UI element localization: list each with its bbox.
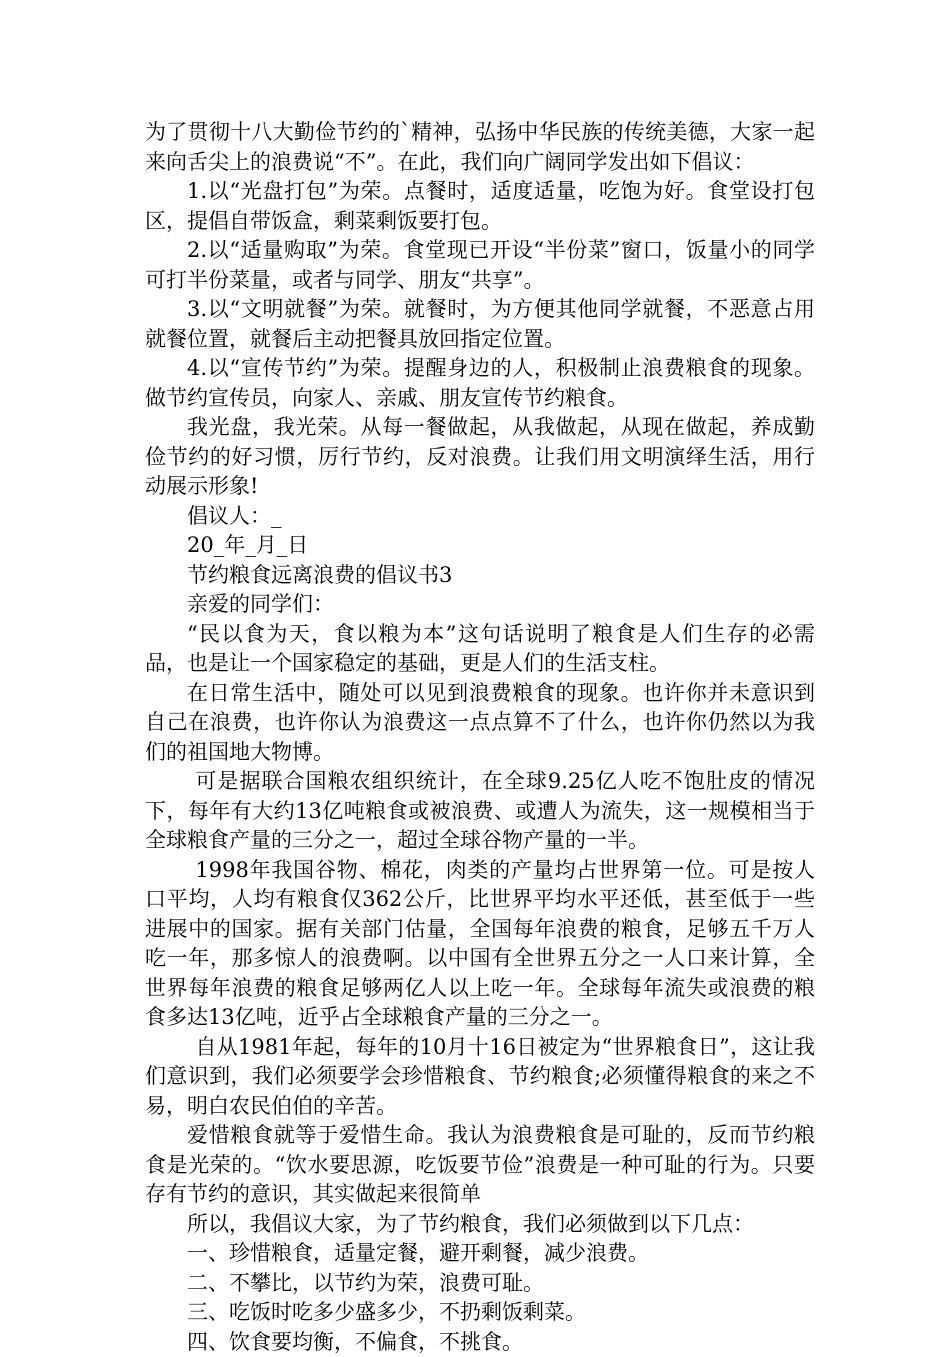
paragraph-proposal: 所以，我倡议大家，为了节约粮食，我们必须做到以下几点： [145,1210,815,1240]
salutation: 亲爱的同学们： [145,590,815,620]
paragraph-1998: 1998年我国谷物、棉花，肉类的产量均占世界第一位。可是按人口平均，人均有粮食仅362公斤，比世界平均水平还低，甚至低于一些进展中的国家。据有关部门估量，全国每年浪费的粮食，足够五千万人吃一年，那多惊人的浪费啊。以中国有全世界五分之一人口来计算，全世界每年浪费的粮食足够两亿人以上吃一年。全球每年流失或浪费的粮食多达13亿吨，近乎占全球粮食产量的三分之一。 [145,856,815,1033]
list-item-4: 四、饮食要均衡，不偏食，不挑食。 [145,1328,815,1357]
list-item-2: 二、不攀比，以节约为荣，浪费可耻。 [145,1269,815,1299]
paragraph-item-2: 2.以“适量购取”为荣。食堂现已开设“半份菜”窗口，饭量小的同学可打半份菜量，或者与同学、朋友“共享”。 [145,236,815,295]
paragraph-item-3: 3.以“文明就餐”为荣。就餐时，为方便其他同学就餐，不恶意占用就餐位置，就餐后主动把餐具放回指定位置。 [145,295,815,354]
paragraph-closing: 我光盘，我光荣。从每一餐做起，从我做起，从现在做起，养成勤俭节约的好习惯，厉行节约，反对浪费。让我们用文明演绎生活，用行动展示形象! [145,413,815,502]
paragraph-fao-stats: 可是据联合国粮农组织统计，在全球9.25亿人吃不饱肚皮的情况下，每年有大约13亿吨粮食或被浪费、或遭人为流失，这一规模相当于全球粮食产量的三分之一，超过全球谷物产量的一半。 [145,767,815,856]
paragraph-food-day: 自从1981年起，每年的10月十16日被定为“世界粮食日”，这让我们意识到，我们必须要学会珍惜粮食、节约粮食;必须懂得粮食的来之不易，明白农民伯伯的辛苦。 [145,1033,815,1122]
date-line: 20_年_月_日 [145,531,815,561]
document-page [145,118,815,1357]
paragraph-cherish: 爱惜粮食就等于爱惜生命。我认为浪费粮食是可耻的，反而节约粮食是光荣的。“饮水要思源，吃饭要节俭”浪费是一种可耻的行为。只要存有节约的意识，其实做起来很简单 [145,1121,815,1210]
paragraph-item-1: 1.以“光盘打包”为荣。点餐时，适度适量，吃饱为好。食堂设打包区，提倡自带饭盒，剩菜剩饭要打包。 [145,177,815,236]
paragraph-daily-life: 在日常生活中，随处可以见到浪费粮食的现象。也许你并未意识到自己在浪费，也许你认为浪费这一点点算不了什么，也许你仍然以为我们的祖国地大物博。 [145,679,815,768]
list-item-1: 一、珍惜粮食，适量定餐，避开剩餐，减少浪费。 [145,1239,815,1269]
paragraph-quote: “民以食为天，食以粮为本”这句话说明了粮食是人们生存的必需品，也是让一个国家稳定的基础，更是人们的生活支柱。 [145,620,815,679]
section-title: 节约粮食远离浪费的倡议书3 [145,561,815,591]
list-item-3: 三、吃饭时吃多少盛多少，不扔剩饭剩菜。 [145,1298,815,1328]
signature-line: 倡议人：_ [145,502,815,532]
paragraph-item-4: 4.以“宣传节约”为荣。提醒身边的人，积极制止浪费粮食的现象。做节约宣传员，向家人、亲戚、朋友宣传节约粮食。 [145,354,815,413]
paragraph-intro: 为了贯彻十八大勤俭节约的`精神，弘扬中华民族的传统美德，大家一起来向舌尖上的浪费说“不”。在此，我们向广阔同学发出如下倡议： [145,118,815,177]
